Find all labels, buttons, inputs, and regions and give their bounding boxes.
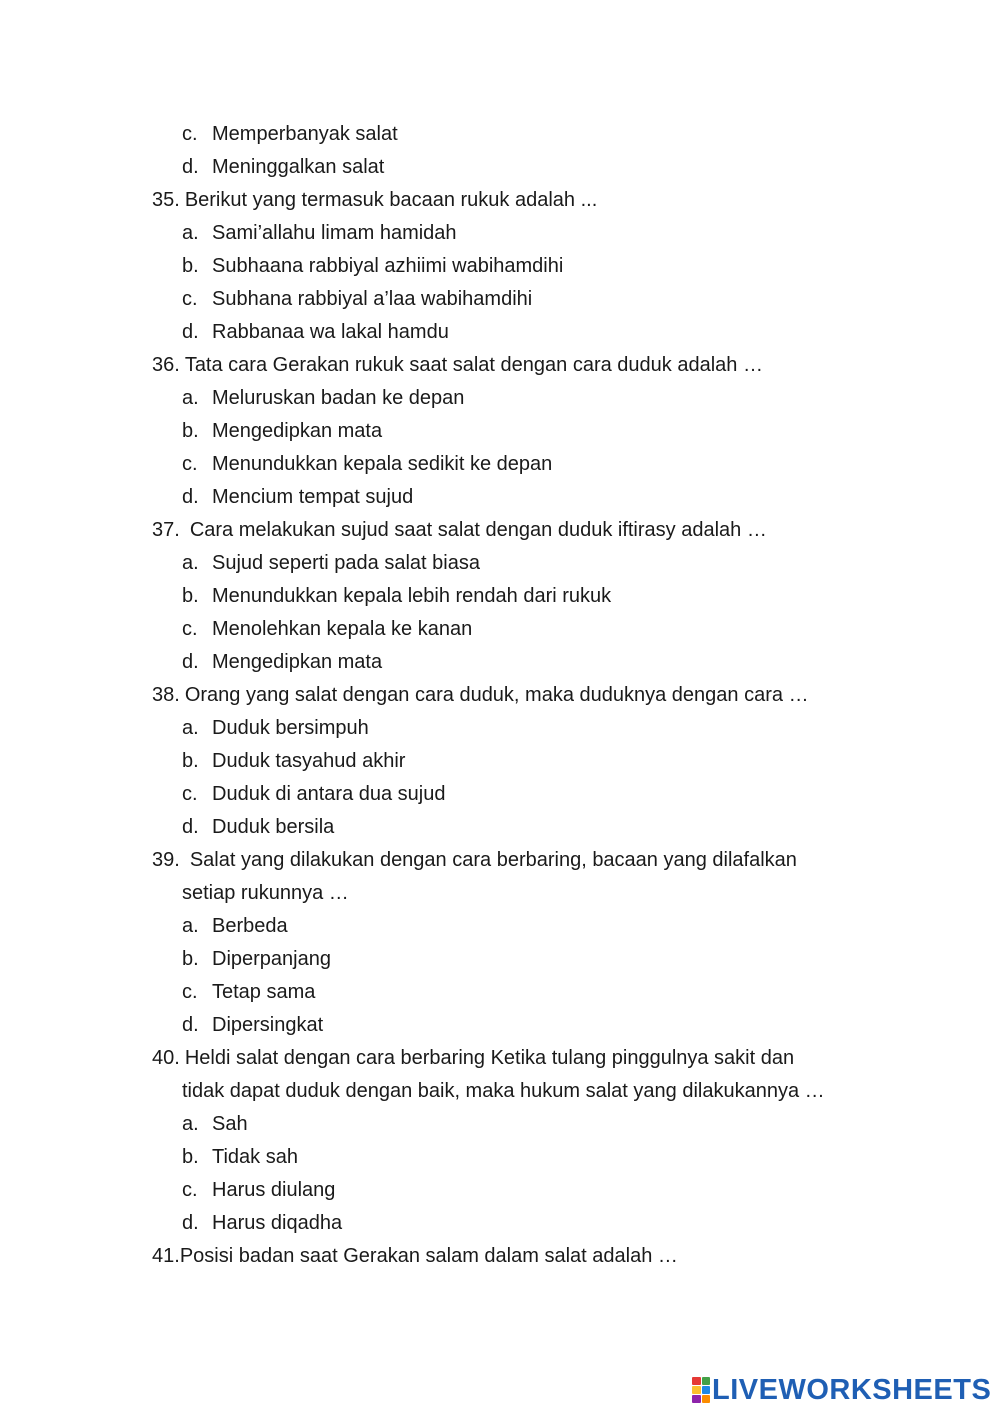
option-letter: d. — [182, 816, 199, 838]
answer-option — [0, 118, 1000, 151]
question-line: Cara melakukan sujud saat salat dengan duduk iftirasy adalah … — [189, 519, 767, 541]
option-letter: d. — [182, 651, 199, 673]
logo-square — [702, 1386, 711, 1394]
logo-square — [702, 1395, 711, 1403]
option-letter: c. — [182, 288, 198, 310]
option-text: Subhaana rabbiyal azhiimi wabihamdihi — [212, 255, 564, 277]
option-text: Berbeda — [212, 915, 288, 937]
answer-option — [0, 1141, 1000, 1174]
answer-option — [0, 448, 1000, 481]
answer-option — [0, 283, 1000, 316]
question-line: Posisi badan saat Gerakan salam dalam salat adalah … — [179, 1245, 678, 1267]
answer-option — [0, 613, 1000, 646]
answer-option — [0, 1108, 1000, 1141]
option-text: Mencium tempat sujud — [212, 486, 414, 508]
option-letter: b. — [182, 1146, 199, 1168]
logo-square — [692, 1377, 701, 1385]
option-text: Diperpanjang — [212, 948, 331, 970]
option-text: Harus diulang — [212, 1179, 336, 1201]
answer-option — [0, 910, 1000, 943]
answer-option — [0, 1009, 1000, 1042]
question-number: 36. — [152, 354, 180, 376]
option-text: Harus diqadha — [212, 1212, 343, 1234]
question-number: 39. — [152, 849, 180, 871]
option-letter: d. — [182, 1212, 199, 1234]
option-letter: c. — [182, 618, 198, 640]
option-letter: a. — [182, 717, 199, 739]
option-letter: b. — [182, 255, 199, 277]
answer-option — [0, 250, 1000, 283]
answer-option — [0, 712, 1000, 745]
option-text: Sami’allahu limam hamidah — [212, 222, 457, 244]
option-letter: b. — [182, 585, 199, 607]
option-letter: d. — [182, 156, 199, 178]
question-number: 35. — [152, 189, 180, 211]
answer-option — [0, 811, 1000, 844]
option-text: Duduk bersila — [212, 816, 335, 838]
option-letter: a. — [182, 387, 199, 409]
option-letter: b. — [182, 948, 199, 970]
question-number: 38. — [152, 684, 180, 706]
question-line: Tata cara Gerakan rukuk saat salat dengan cara duduk adalah … — [184, 354, 763, 376]
liveworksheets-watermark — [692, 1374, 991, 1406]
option-letter: d. — [182, 1014, 199, 1036]
answer-option — [0, 217, 1000, 250]
question-text — [0, 844, 1000, 877]
answer-option — [0, 580, 1000, 613]
question-line: Orang yang salat dengan cara duduk, maka duduknya dengan cara … — [184, 684, 809, 706]
option-letter: b. — [182, 420, 199, 442]
option-text: Menundukkan kepala lebih rendah dari rukuk — [212, 585, 612, 607]
liveworksheets-logo-icon — [692, 1377, 710, 1403]
question-text-continuation — [0, 1075, 1000, 1108]
question-text — [0, 349, 1000, 382]
option-text: Duduk bersimpuh — [212, 717, 369, 739]
answer-option — [0, 481, 1000, 514]
answer-option — [0, 316, 1000, 349]
option-letter: d. — [182, 321, 199, 343]
option-letter: c. — [182, 1179, 198, 1201]
option-text: Sah — [212, 1113, 248, 1135]
option-text: Meninggalkan salat — [212, 156, 385, 178]
answer-option — [0, 943, 1000, 976]
logo-square — [702, 1377, 711, 1385]
option-text: Mengedipkan mata — [212, 651, 383, 673]
question-text-continuation — [0, 877, 1000, 910]
question-text — [0, 184, 1000, 217]
option-letter: d. — [182, 486, 199, 508]
option-text: Duduk di antara dua sujud — [212, 783, 446, 805]
question-text — [0, 514, 1000, 547]
option-text: Memperbanyak salat — [212, 123, 398, 145]
option-letter: c. — [182, 981, 198, 1003]
answer-option — [0, 976, 1000, 1009]
option-text: Menundukkan kepala sedikit ke depan — [212, 453, 553, 475]
watermark-text: LIVEWORKSHEETS — [712, 1373, 992, 1406]
option-letter: a. — [182, 1113, 199, 1135]
answer-option — [0, 646, 1000, 679]
option-letter: a. — [182, 222, 199, 244]
question-text — [0, 679, 1000, 712]
option-text: Tidak sah — [212, 1146, 298, 1168]
question-line: tidak dapat duduk dengan baik, maka hukum salat yang dilakukannya … — [182, 1080, 825, 1102]
logo-square — [692, 1386, 701, 1394]
option-letter: b. — [182, 750, 199, 772]
answer-option — [0, 382, 1000, 415]
question-line: Heldi salat dengan cara berbaring Ketika tulang pinggulnya sakit dan — [184, 1047, 795, 1069]
option-letter: c. — [182, 783, 198, 805]
question-number: 41. — [152, 1245, 180, 1267]
option-text: Tetap sama — [212, 981, 316, 1003]
answer-option — [0, 745, 1000, 778]
question-line: Salat yang dilakukan dengan cara berbaring, bacaan yang dilafalkan — [189, 849, 797, 871]
question-line: setiap rukunnya … — [182, 882, 349, 904]
option-text: Rabbanaa wa lakal hamdu — [212, 321, 449, 343]
answer-option — [0, 151, 1000, 184]
option-text: Subhana rabbiyal a’laa wabihamdihi — [212, 288, 533, 310]
option-text: Menolehkan kepala ke kanan — [212, 618, 473, 640]
option-text: Sujud seperti pada salat biasa — [212, 552, 480, 574]
question-number: 37. — [152, 519, 180, 541]
answer-option — [0, 1174, 1000, 1207]
option-letter: c. — [182, 453, 198, 475]
worksheet-page — [0, 118, 1000, 1273]
logo-square — [692, 1395, 701, 1403]
question-text — [0, 1042, 1000, 1075]
question-text — [0, 1240, 1000, 1273]
option-text: Dipersingkat — [212, 1014, 324, 1036]
question-line: Berikut yang termasuk bacaan rukuk adalah ... — [184, 189, 598, 211]
option-letter: a. — [182, 915, 199, 937]
option-text: Duduk tasyahud akhir — [212, 750, 406, 772]
answer-option — [0, 778, 1000, 811]
option-letter: a. — [182, 552, 199, 574]
option-text: Meluruskan badan ke depan — [212, 387, 465, 409]
answer-option — [0, 1207, 1000, 1240]
option-text: Mengedipkan mata — [212, 420, 383, 442]
answer-option — [0, 547, 1000, 580]
question-number: 40. — [152, 1047, 180, 1069]
answer-option — [0, 415, 1000, 448]
option-letter: c. — [182, 123, 198, 145]
